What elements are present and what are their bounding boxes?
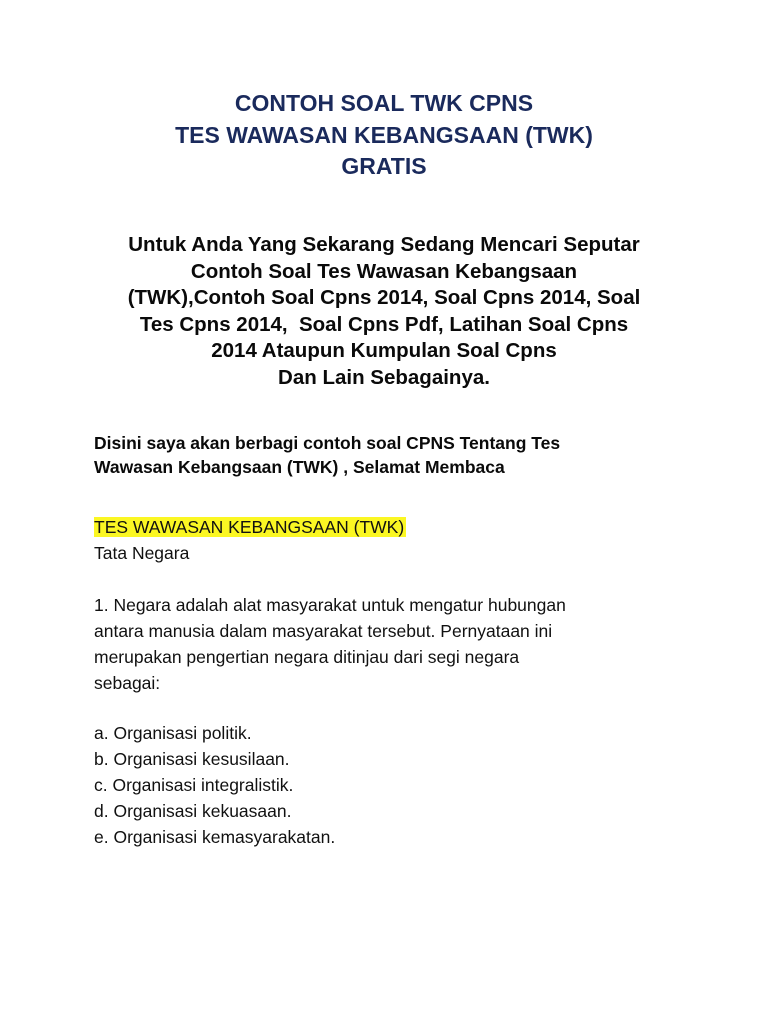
intro-line: Dan Lain Sebagainya. bbox=[278, 365, 490, 389]
lead-paragraph bbox=[94, 431, 560, 479]
document-title-line-2: TES WAWASAN KEBANGSAAN (TWK) bbox=[175, 122, 593, 148]
option-a: a. Organisasi politik. bbox=[94, 723, 252, 743]
lead-line: Disini saya akan berbagi contoh soal CPNS Tentang Tes bbox=[94, 433, 561, 453]
option-c: c. Organisasi integralistik. bbox=[94, 775, 294, 795]
answer-options bbox=[94, 720, 335, 850]
intro-line: 2014 Ataupun Kumpulan Soal Cpns bbox=[211, 339, 557, 362]
intro-line: (TWK),Contoh Soal Cpns 2014, Soal Cpns 2014, Soal bbox=[127, 286, 641, 309]
lead-line: Wawasan Kebangsaan (TWK) , Selamat Membaca bbox=[94, 457, 505, 477]
section-header bbox=[94, 514, 406, 566]
question-line: merupakan pengertian negara ditinjau dari segi negara bbox=[94, 647, 520, 667]
option-b: b. Organisasi kesusilaan. bbox=[94, 749, 290, 769]
intro-line: Contoh Soal Tes Wawasan Kebangsaan bbox=[190, 259, 578, 283]
intro-line: Tes Cpns 2014, Soal Cpns Pdf, Latihan Soal Cpns bbox=[139, 312, 629, 336]
option-e: e. Organisasi kemasyarakatan. bbox=[94, 827, 336, 847]
intro-line: Untuk Anda Yang Sekarang Sedang Mencari Seputar bbox=[128, 233, 640, 256]
section-subheading: Tata Negara bbox=[94, 543, 190, 563]
document-title-line-3: GRATIS bbox=[341, 153, 427, 179]
question-line: antara manusia dalam masyarakat tersebut. Pernyataan ini bbox=[94, 621, 553, 641]
document-title-line-1: CONTOH SOAL TWK CPNS bbox=[234, 90, 534, 116]
question-1 bbox=[94, 592, 566, 696]
option-d: d. Organisasi kekuasaan. bbox=[94, 801, 292, 821]
question-line: 1. Negara adalah alat masyarakat untuk mengatur hubungan bbox=[94, 595, 566, 615]
question-line: sebagai: bbox=[94, 673, 161, 693]
intro-paragraph bbox=[80, 232, 688, 391]
section-heading-highlighted: TES WAWASAN KEBANGSAAN (TWK) bbox=[94, 517, 405, 537]
